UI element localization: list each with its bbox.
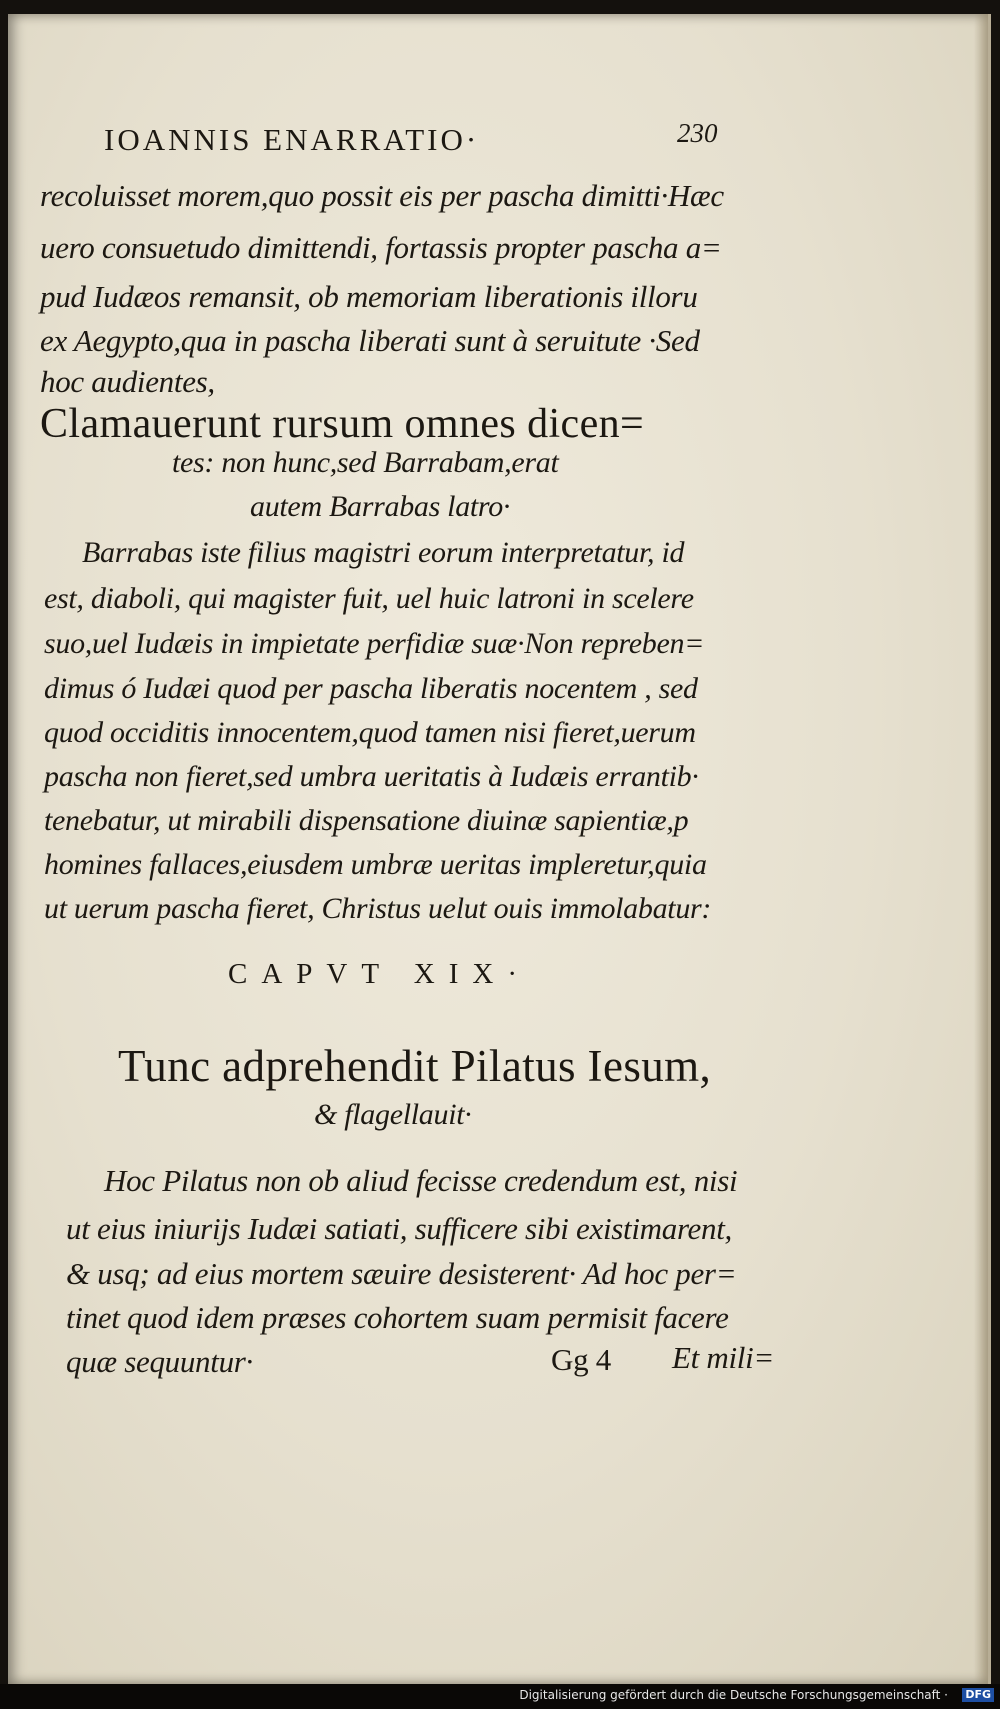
- page-edge-shading: [974, 14, 988, 1684]
- text-line: quæ sequuntur·: [66, 1344, 253, 1379]
- text-line: recoluisset morem,quo possit eis per pascha dimitti·Hæc: [40, 178, 724, 213]
- text-line: ut eius iniurijs Iudæi satiati, sufficere sibi existimarent,: [66, 1211, 732, 1246]
- text-line: Barrabas iste filius magistri eorum interpretatur, id: [82, 536, 685, 569]
- lemma-line: Clamauerunt rursum omnes dicen=: [40, 401, 645, 447]
- text-line: homines fallaces,eiusdem umbræ ueritas impleretur,quia: [44, 848, 707, 881]
- text-line: & usq; ad eius mortem sæuire desisterent· Ad hoc per=: [66, 1256, 737, 1291]
- lemma-line: tes: non hunc,sed Barrabam,erat: [172, 446, 559, 479]
- text-line: dimus ó Iudæi quod per pascha liberatis nocentem , sed: [44, 672, 698, 705]
- text-line: ex Aegypto,qua in pascha liberati sunt à seruitute ·Sed: [40, 323, 700, 358]
- text-line: tenebatur, ut mirabili dispensatione diuinæ sapientiæ,p: [44, 804, 689, 837]
- text-line: hoc audientes,: [40, 364, 215, 399]
- folio-number: 230: [677, 118, 718, 148]
- dfg-logo: DFG: [962, 1688, 994, 1702]
- lemma-line: Tunc adprehendit Pilatus Iesum,: [118, 1041, 712, 1091]
- text-line: pascha non fieret,sed umbra ueritatis à Iudæis errantib·: [44, 760, 699, 793]
- text-line: Hoc Pilatus non ob aliud fecisse credendum est, nisi: [104, 1163, 738, 1198]
- text-line: est, diaboli, qui magister fuit, uel huic latroni in scelere: [44, 582, 694, 615]
- lemma-line: autem Barrabas latro·: [250, 490, 511, 523]
- text-line: tinet quod idem præses cohortem suam permisit facere: [66, 1300, 729, 1335]
- catchword: Et mili=: [672, 1340, 775, 1375]
- chapter-heading: CAPVT XIX·: [228, 958, 531, 990]
- text-line: suo,uel Iudæis in impietate perfidiæ suæ·Non repreben=: [44, 627, 705, 660]
- text-line: pud Iudæos remansit, ob memoriam liberationis illoru: [40, 279, 698, 314]
- digitization-credit: Digitalisierung gefördert durch die Deutsche Forschungsgemeinschaft ·: [519, 1688, 948, 1702]
- text-line: ut uerum pascha fieret, Christus uelut ouis immolabatur:: [44, 892, 712, 925]
- lemma-line: & flagellauit·: [314, 1098, 472, 1131]
- running-head: IOANNIS ENARRATIO·: [104, 122, 480, 157]
- text-line: uero consuetudo dimittendi, fortassis propter pascha a=: [40, 230, 722, 265]
- signature-mark: Gg 4: [551, 1342, 611, 1377]
- text-line: quod occiditis innocentem,quod tamen nisi fieret,uerum: [44, 716, 696, 749]
